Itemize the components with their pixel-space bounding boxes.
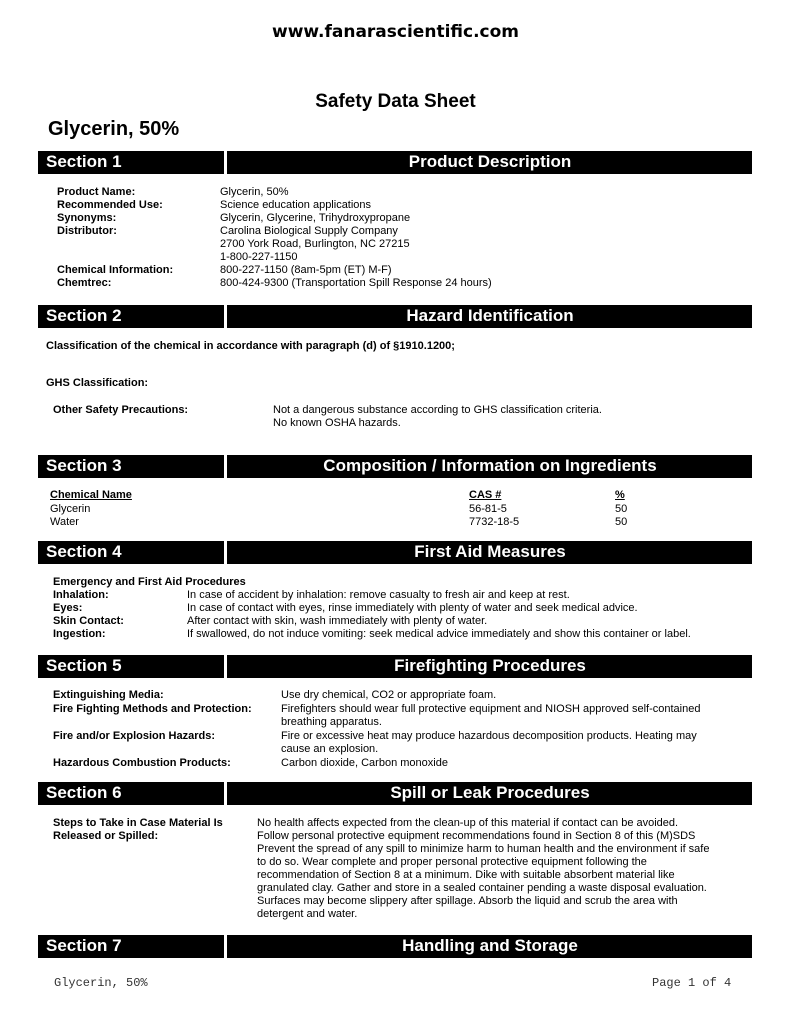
table-cell: Glycerin <box>50 503 91 515</box>
section-6-header <box>38 782 752 805</box>
field-value: If swallowed, do not induce vomiting: seek medical advice immediately and show this container or label. <box>187 628 691 640</box>
table-cell: 50 <box>615 516 628 528</box>
section-title: Product Description <box>408 152 572 171</box>
paragraph-line: recommendation of Section 8 at a minimum. Dike with suitable absorbent material like <box>257 869 675 881</box>
section-title: Spill or Leak Procedures <box>390 783 590 802</box>
field-value: In case of contact with eyes, rinse immediately with plenty of water and seek medical advice. <box>187 602 638 614</box>
field-label: Distributor: <box>57 225 117 237</box>
footer-product: Glycerin, 50% <box>54 976 148 990</box>
ghs-label: GHS Classification: <box>46 377 149 389</box>
field-label: Other Safety Precautions: <box>53 404 189 416</box>
subheading: Emergency and First Aid Procedures <box>53 576 246 588</box>
divider <box>224 455 227 478</box>
field-label: Skin Contact: <box>53 615 124 627</box>
field-label: Fire and/or Explosion Hazards: <box>53 730 215 742</box>
field-label: Inhalation: <box>53 589 109 601</box>
field-label: Released or Spilled: <box>53 830 159 842</box>
paragraph-line: granulated clay. Gather and store in a sealed container pending a waste disposal evaluation. <box>257 882 707 894</box>
field-value: breathing apparatus. <box>281 716 382 728</box>
field-value: 800-227-1150 (8am-5pm (ET) M-F) <box>220 264 392 276</box>
divider <box>224 655 227 678</box>
field-label: Fire Fighting Methods and Protection: <box>53 703 252 715</box>
section-number: Section 4 <box>46 542 122 561</box>
document-title: Safety Data Sheet <box>315 91 476 112</box>
field-label: Recommended Use: <box>57 199 163 211</box>
column-header-cas: CAS # <box>469 489 502 501</box>
footer-page-number: Page 1 of 4 <box>652 976 732 990</box>
field-value: 1-800-227-1150 <box>220 251 298 263</box>
field-label: Ingestion: <box>53 628 106 640</box>
paragraph-line: No health affects expected from the clean-up of this material if contact can be avoided. <box>257 817 679 829</box>
paragraph-line: Surfaces may become slippery after spillage. Absorb the liquid and scrub the area with <box>257 895 678 907</box>
field-label: Eyes: <box>53 602 83 614</box>
field-value: 800-424-9300 (Transportation Spill Response 24 hours) <box>220 277 492 289</box>
product-title: Glycerin, 50% <box>48 118 180 140</box>
section-7-header <box>38 935 752 958</box>
divider <box>224 541 227 564</box>
section-4-header <box>38 541 752 564</box>
field-value: Carbon dioxide, Carbon monoxide <box>281 757 448 769</box>
field-value: Fire or excessive heat may produce hazardous decomposition products. Heating may <box>281 730 697 742</box>
field-value: Firefighters should wear full protective equipment and NIOSH approved self-contained <box>281 703 701 715</box>
table-cell: Water <box>50 516 79 528</box>
field-label: Chemtrec: <box>57 277 112 289</box>
section-title: Hazard Identification <box>406 306 574 325</box>
section-number: Section 7 <box>46 936 122 955</box>
field-label: Steps to Take in Case Material Is <box>53 817 223 829</box>
section-title: Handling and Storage <box>402 936 578 955</box>
section-title: Firefighting Procedures <box>394 656 586 675</box>
section-1-header <box>38 151 752 174</box>
section-number: Section 5 <box>46 656 122 675</box>
field-label: Hazardous Combustion Products: <box>53 757 231 769</box>
field-label: Product Name: <box>57 186 136 198</box>
field-label: Extinguishing Media: <box>53 689 164 701</box>
section-2-header <box>38 305 752 328</box>
section-number: Section 1 <box>46 152 122 171</box>
field-value: Glycerin, 50% <box>220 186 289 198</box>
divider <box>224 151 227 174</box>
field-value: cause an explosion. <box>281 743 379 755</box>
paragraph-line: detergent and water. <box>257 908 358 920</box>
paragraph-line: Follow personal protective equipment recommendations found in Section 8 of this (M)SDS <box>257 830 696 842</box>
field-value: 2700 York Road, Burlington, NC 27215 <box>220 238 410 250</box>
field-value: In case of accident by inhalation: remove casualty to fresh air and keep at rest. <box>187 589 570 601</box>
field-value: Not a dangerous substance according to GHS classification criteria. <box>273 404 602 416</box>
section-title: Composition / Information on Ingredients <box>323 456 657 475</box>
field-value: No known OSHA hazards. <box>273 417 401 429</box>
table-cell: 56-81-5 <box>469 503 507 515</box>
section-number: Section 3 <box>46 456 122 475</box>
column-header-percent: % <box>615 489 625 501</box>
paragraph-line: to do so. Wear complete and proper personal protective equipment following the <box>257 856 647 868</box>
field-value: Carolina Biological Supply Company <box>220 225 398 237</box>
field-value: Use dry chemical, CO2 or appropriate foam. <box>281 689 497 701</box>
classification-text: Classification of the chemical in accordance with paragraph (d) of §1910.1200; <box>46 340 455 352</box>
column-header-name: Chemical Name <box>50 489 132 501</box>
section-title: First Aid Measures <box>414 542 566 561</box>
divider <box>224 935 227 958</box>
section-number: Section 2 <box>46 306 122 325</box>
table-cell: 7732-18-5 <box>469 516 520 528</box>
table-cell: 50 <box>615 503 628 515</box>
field-label: Synonyms: <box>57 212 117 224</box>
section-3-header <box>38 455 752 478</box>
field-value: Science education applications <box>220 199 372 211</box>
section-5-header <box>38 655 752 678</box>
divider <box>224 305 227 328</box>
field-value: Glycerin, Glycerine, Trihydroxypropane <box>220 212 411 224</box>
divider <box>224 782 227 805</box>
field-value: After contact with skin, wash immediately with plenty of water. <box>187 615 488 627</box>
field-label: Chemical Information: <box>57 264 174 276</box>
paragraph-line: Prevent the spread of any spill to minimize harm to human health and the environment if safe <box>257 843 710 855</box>
site-url: www.fanarascientific.com <box>272 22 519 42</box>
section-number: Section 6 <box>46 783 122 802</box>
